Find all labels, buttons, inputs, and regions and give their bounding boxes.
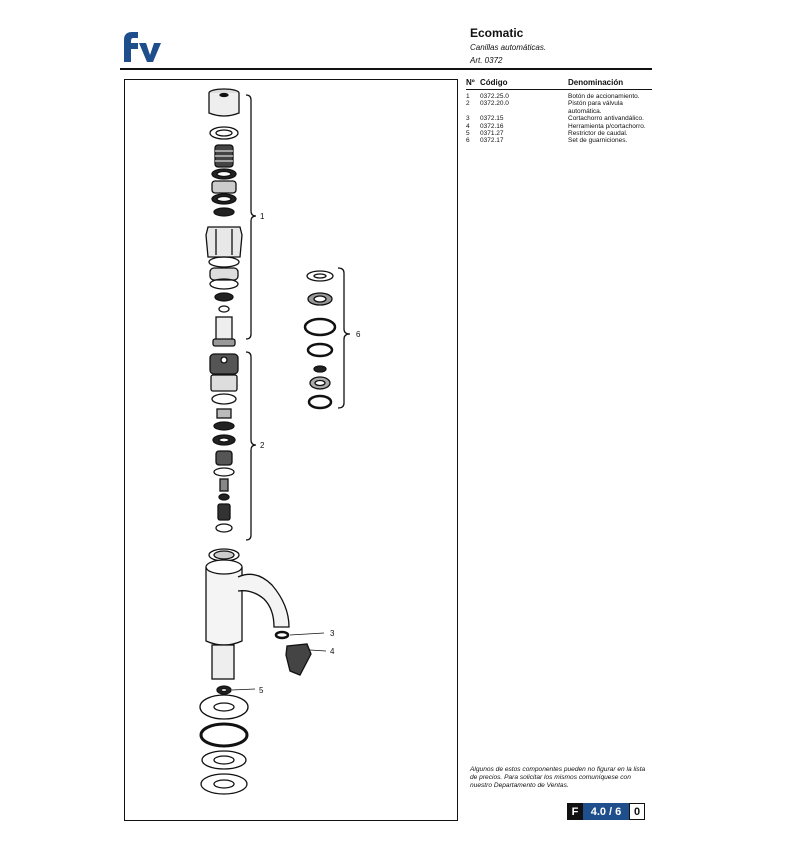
component-group-6 [305, 271, 335, 408]
table-row: automática. [568, 107, 602, 115]
table-row: 5 0371.27 Restrictor de caudal. [466, 130, 628, 138]
header-rule [120, 68, 652, 70]
exploded-view-drawing [124, 79, 458, 821]
header-name: Denominación [568, 78, 624, 87]
page-title: Ecomatic [470, 26, 524, 40]
table-row: 3 0372.15 Cortachorro antivandálico. [466, 115, 644, 123]
callout-label: 2 [260, 441, 265, 450]
page-number: 4.0 / 6 [583, 803, 629, 820]
callout-label: 3 [330, 629, 335, 638]
component-group-2 [210, 354, 238, 532]
callout-label: 1 [260, 212, 265, 221]
section-letter: F [567, 803, 583, 820]
revision-number: 0 [629, 803, 645, 820]
header-num: Nº [466, 78, 475, 87]
component-group-1 [206, 89, 242, 346]
header-code: Código [480, 78, 508, 87]
page-indicator [567, 803, 645, 820]
table-row: 1 0372.25.0 Botón de accionamiento. [466, 93, 640, 100]
table-row: 6 0372.17 Set de guarniciones. [466, 137, 628, 145]
table-row: 2 0372.20.0 Pistón para válvula [466, 100, 623, 108]
table-row: 4 0372.16 Herramienta p/cortachorro. [466, 122, 646, 130]
footnote: Algunos de estos componentes pueden no figurar en la lista de precios. Para solicitar los mismos comuníquese con nuestro Departamento de Ventas. [470, 766, 646, 789]
page-subtitle: Canillas automáticas. [470, 43, 547, 52]
fv-logo [120, 28, 162, 64]
faucet-body [206, 549, 289, 679]
parts-table-header [466, 78, 652, 90]
callout-label: 5 [259, 686, 264, 695]
callout-label: 4 [330, 647, 335, 656]
callout-label: 6 [356, 330, 361, 339]
parts-table [466, 78, 652, 145]
article-number: Art. 0372 [470, 56, 503, 65]
